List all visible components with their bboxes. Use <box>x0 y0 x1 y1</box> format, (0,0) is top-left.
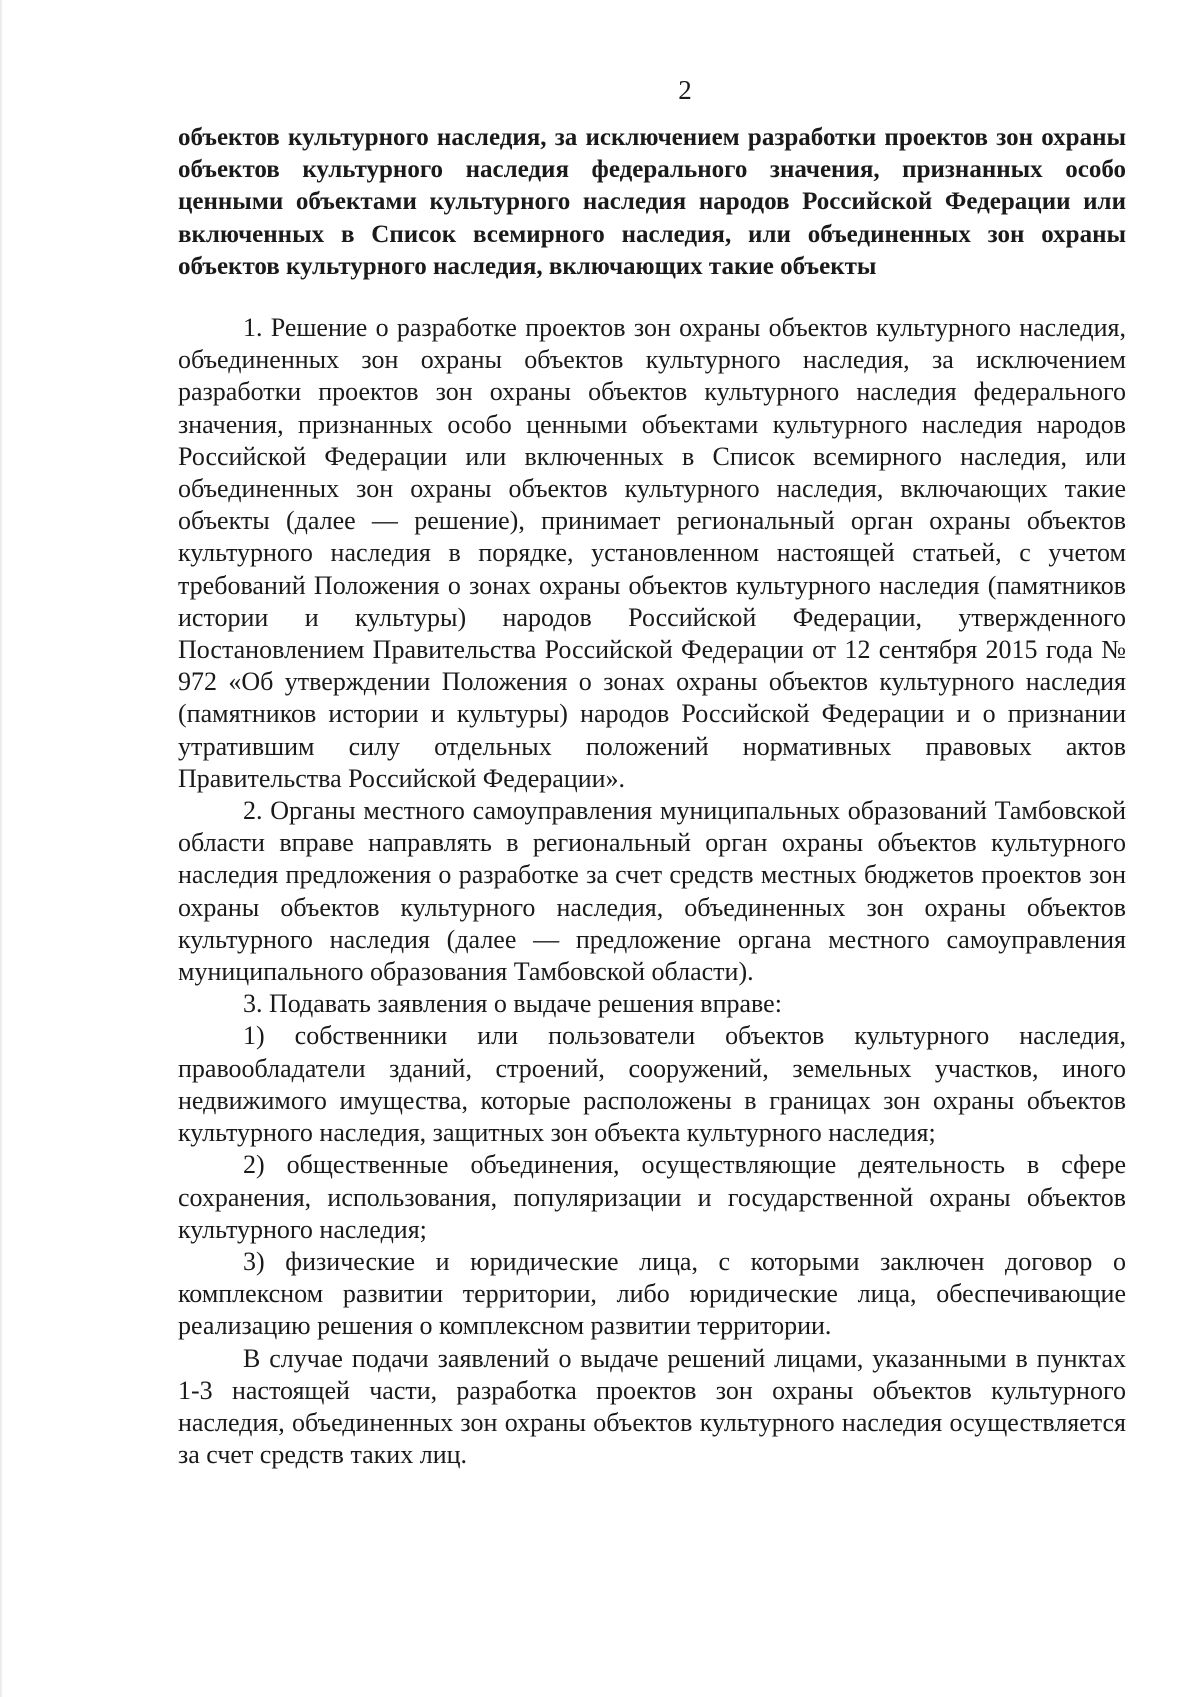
scan-edge <box>0 0 3 1697</box>
list-item-1: 1) собственники или пользователи объектов культурного наследия, правообладатели зданий, строений, сооружений, земельных участков, иного недвижимого имущества, которые расположены в границах зон охраны объектов культурного наследия, защитных зон объекта культурного наследия; <box>178 1021 1126 1148</box>
paragraph-1: 1. Решение о разработке проектов зон охраны объектов культурного наследия, объединенных зон охраны объектов культурного наследия, за исключением разработки проектов зон охраны объектов культурного наследия федерального значения, признанных особо ценными объектами культурного наследия народов Российской Федерации или включенных в Список всемирного наследия, или объединенных зон охраны объектов культурного наследия, включающих такие объекты (далее — решение), принимает региональный орган охраны объектов культурного наследия в порядке, установленном настоящей статьей, с учетом требований Положения о зонах охраны объектов культурного наследия (памятников истории и культуры) народов Российской Федерации, утвержденного Постановлением Правительства Российской Федерации от 12 сентября 2015 года № 972 «Об утверждении Положения о зонах охраны объектов культурного наследия (памятников истории и культуры) народов Российской Федерации и о признании утратившим силу отдельных положений нормативных правовых актов Правительства Российской Федерации». <box>178 313 1126 793</box>
page-number: 2 <box>678 75 692 105</box>
section-heading: объектов культурного наследия, за исключением разработки проектов зон охраны объектов культурного наследия федерального значения, признанных особо ценными объектами культурного наследия народов Российской Федерации или включенных в Список всемирного наследия, или объединенных зон охраны объектов культурного наследия, включающих такие объекты <box>178 124 1126 280</box>
document-body <box>178 122 1126 1471</box>
closing-paragraph: В случае подачи заявлений о выдаче решений лицами, указанными в пунктах 1-3 настоящей части, разработка проектов зон охраны объектов культурного наследия, объединенных зон охраны объектов культурного наследия осуществляется за счет средств таких лиц. <box>178 1343 1126 1470</box>
list-item-2: 2) общественные объединения, осуществляющие деятельность в сфере сохранения, использования, популяризации и государственной охраны объектов культурного наследия; <box>178 1150 1126 1244</box>
paragraph-2: 2. Органы местного самоуправления муниципальных образований Тамбовской области вправе направлять в региональный орган охраны объектов культурного наследия предложения о разработке за счет средств местных бюджетов проектов зон охраны объектов культурного наследия, объединенных зон охраны объектов культурного наследия (далее — предложение органа местного самоуправления муниципального образования Тамбовской области). <box>178 796 1126 987</box>
list-item-3: 3) физические и юридические лица, с которыми заключен договор о комплексном развитии территории, либо юридические лица, обеспечивающие реализацию решения о комплексном развитии территории. <box>178 1246 1126 1341</box>
paragraph-3: 3. Подавать заявления о выдаче решения вправе: <box>243 989 782 1019</box>
body-text <box>178 312 1126 1471</box>
